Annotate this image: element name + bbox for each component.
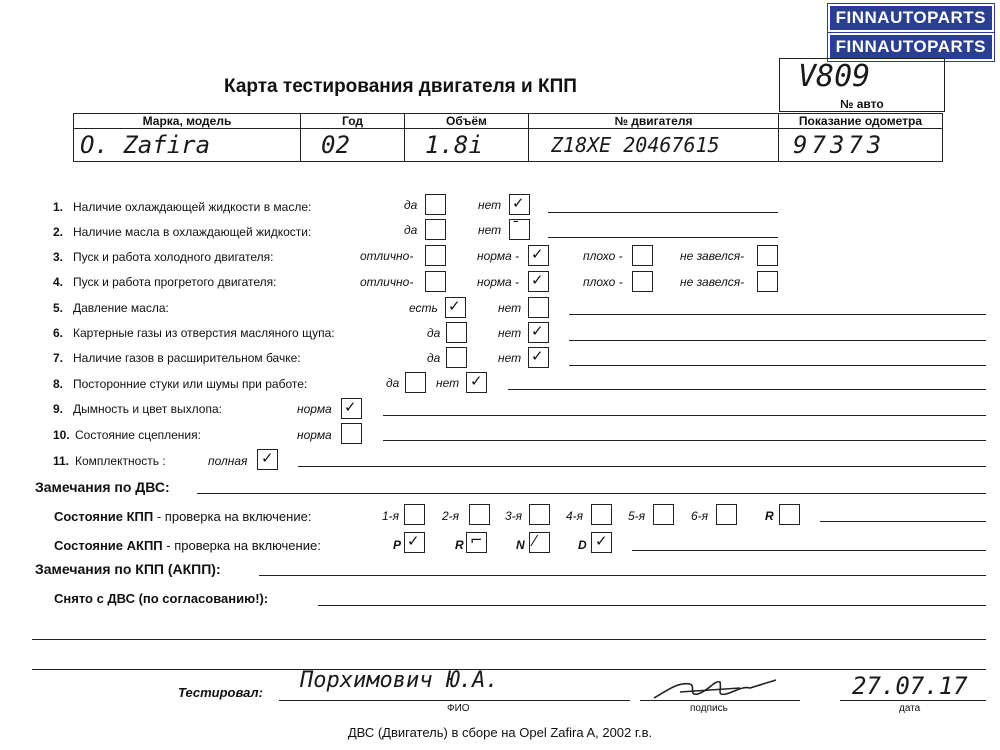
page-title: Карта тестирования двигателя и КПП [224, 76, 577, 97]
check-mark-icon: ✓ [344, 398, 357, 416]
item-10-opt1-checkbox[interactable] [341, 423, 362, 444]
tested-label: Тестировал: [178, 685, 263, 700]
cell-odometer: 97373 [779, 129, 943, 162]
item-7-opt1-checkbox[interactable] [446, 347, 467, 368]
item-1-opt2-checkbox[interactable] [509, 194, 530, 215]
item-4-opt1-checkbox[interactable] [425, 271, 446, 292]
item-3-text: Пуск и работа холодного двигателя: [73, 250, 274, 264]
check-mark-icon: ✓ [470, 372, 483, 390]
item-1-opt2-label: нет [478, 198, 502, 212]
signature-label: подпись [690, 703, 728, 714]
item-4-opt3-checkbox[interactable] [632, 271, 653, 292]
item-5-number: 5. [53, 301, 64, 315]
kpp-row-label [54, 509, 311, 524]
item-4-number: 4. [53, 275, 64, 289]
item-11-notes-line [298, 466, 986, 467]
watermark-logo-2: FINNAUTOPARTS [828, 33, 994, 61]
cell-year: 02 [301, 129, 405, 162]
item-5-notes-line [569, 314, 986, 315]
gear-6-checkbox[interactable] [716, 504, 737, 525]
item-6-opt2-label: нет [498, 326, 522, 340]
akpp-n-checkbox[interactable] [529, 532, 550, 553]
engine-remarks-label: Замечания по ДВС: [35, 479, 170, 495]
kpp-remarks-label: Замечания по КПП (АКПП): [35, 561, 221, 577]
item-4-opt1-label: отлично- [360, 275, 414, 289]
col-header-engine-no: № двигателя [529, 114, 779, 129]
kpp-suffix: - проверка на включение: [153, 509, 312, 524]
item-3-number: 3. [53, 250, 64, 264]
item-7-text: Наличие газов в расширительном бачке: [73, 351, 301, 365]
removed-line [318, 605, 986, 606]
item-9-notes-line [383, 415, 986, 416]
image-caption: ДВС (Двигатель) в сборе на Opel Zafira A, 2002 г.в. [347, 725, 653, 740]
item-4-opt3-label: плохо - [583, 275, 623, 289]
akpp-row-label [54, 538, 321, 553]
item-11-opt1-checkbox[interactable] [257, 449, 278, 470]
blank-line-1 [32, 639, 986, 640]
item-2-opt2-checkbox[interactable] [509, 219, 530, 240]
item-2-text: Наличие масла в охлаждающей жидкости: [73, 225, 312, 239]
item-6-text: Картерные газы из отверстия масляного щупа: [73, 326, 335, 340]
item-6-notes-line [569, 340, 986, 341]
item-1-opt1-checkbox[interactable] [425, 194, 446, 215]
check-mark-icon: ✓ [531, 271, 544, 289]
gear-6-label: 6-я [691, 509, 709, 523]
check-mark-icon: ✓ [531, 245, 544, 263]
date-label: дата [899, 703, 921, 714]
item-1-number: 1. [53, 200, 64, 214]
gear-2-label: 2-я [442, 509, 460, 523]
item-6-opt1-checkbox[interactable] [446, 322, 467, 343]
item-3-opt4-label: не завелся- [680, 249, 745, 263]
item-2-number: 2. [53, 225, 64, 239]
akpp-n-label: N [516, 538, 525, 552]
item-9-opt1-checkbox[interactable] [341, 398, 362, 419]
item-10-number: 10. [53, 428, 70, 442]
gear-5-checkbox[interactable] [653, 504, 674, 525]
item-11-number: 11. [53, 454, 70, 468]
akpp-p-checkbox[interactable] [404, 532, 425, 553]
watermark-logo-1: FINNAUTOPARTS [828, 4, 994, 32]
gear-r-checkbox[interactable] [779, 504, 800, 525]
item-4-opt2-checkbox[interactable] [528, 271, 549, 292]
item-2-notes-line [548, 237, 778, 238]
auto-number-label: № авто [840, 97, 884, 111]
engine-remarks-line [197, 493, 986, 494]
check-mark-icon: ✓ [407, 532, 420, 550]
item-9-opt1-label: норма [297, 402, 332, 416]
item-6-opt2-checkbox[interactable] [528, 322, 549, 343]
item-7-notes-line [569, 365, 986, 366]
item-6-number: 6. [53, 326, 64, 340]
kpp-notes-line [820, 521, 986, 522]
item-11-text: Комплектность : [75, 454, 166, 468]
akpp-d-checkbox[interactable] [591, 532, 612, 553]
item-7-opt2-label: нет [498, 351, 522, 365]
check-mark-icon: ✓ [531, 347, 544, 365]
gear-4-label: 4-я [566, 509, 584, 523]
gear-r-label: R [765, 509, 774, 523]
item-4-text: Пуск и работа прогретого двигателя: [73, 275, 277, 289]
item-2-opt1-label: да [404, 223, 418, 237]
check-mark-icon: ⁄ [533, 532, 536, 550]
signature-line [640, 700, 800, 701]
item-3-opt1-checkbox[interactable] [425, 245, 446, 266]
cell-engine-no: Z18XE 20467615 [529, 129, 779, 162]
removed-label: Снято с ДВС (по согласованию!): [54, 591, 269, 606]
akpp-suffix: - проверка на включение: [162, 538, 321, 553]
item-5-text: Давление масла: [73, 301, 169, 315]
item-8-notes-line [508, 389, 986, 390]
check-mark-icon: ✓ [595, 532, 608, 550]
item-8-number: 8. [53, 377, 64, 391]
item-3-opt2-label: норма - [477, 249, 520, 263]
item-10-opt1-label: норма [297, 428, 332, 442]
check-mark-icon: ˉ [512, 218, 520, 236]
gear-3-label: 3-я [505, 509, 523, 523]
col-header-year: Год [301, 114, 405, 129]
item-1-opt1-label: да [404, 198, 418, 212]
item-8-opt1-checkbox[interactable] [405, 372, 426, 393]
item-2-opt2-label: нет [478, 223, 502, 237]
cell-model: O. Zafira [74, 129, 301, 162]
blank-line-2 [32, 669, 986, 670]
akpp-p-label: P [393, 538, 402, 552]
item-3-opt3-label: плохо - [583, 249, 623, 263]
item-9-number: 9. [53, 402, 64, 416]
vehicle-info-table [73, 113, 943, 162]
gear-5-label: 5-я [628, 509, 646, 523]
gear-2-checkbox[interactable] [469, 504, 490, 525]
col-header-odometer: Показание одометра [779, 114, 943, 129]
item-9-text: Дымность и цвет выхлопа: [73, 402, 222, 416]
item-8-opt2-checkbox[interactable] [466, 372, 487, 393]
date-value: 27.07.17 [852, 672, 968, 700]
item-8-opt2-label: нет [436, 376, 460, 390]
item-7-opt2-checkbox[interactable] [528, 347, 549, 368]
item-3-opt3-checkbox[interactable] [632, 245, 653, 266]
akpp-r-label: R [455, 538, 464, 552]
item-10-text: Состояние сцепления: [75, 428, 201, 442]
item-8-opt1-label: да [386, 376, 400, 390]
check-mark-icon: ✓ [448, 297, 461, 315]
col-header-model: Марка, модель [74, 114, 301, 129]
date-line [840, 700, 986, 701]
item-11-opt1-label: полная [208, 454, 248, 468]
auto-number-value: V809 [798, 59, 871, 94]
dash-mark-icon: ⌐ [470, 531, 483, 549]
item-3-opt2-checkbox[interactable] [528, 245, 549, 266]
item-5-opt2-label: нет [498, 301, 522, 315]
item-7-opt1-label: да [427, 351, 441, 365]
item-3-opt1-label: отлично- [360, 249, 414, 263]
cell-volume: 1.8i [405, 129, 529, 162]
item-6-opt1-label: да [427, 326, 441, 340]
kpp-remarks-line [259, 575, 986, 576]
kpp-label: Состояние КПП [54, 509, 154, 524]
item-1-notes-line [548, 212, 778, 213]
item-3-opt4-checkbox[interactable] [757, 245, 778, 266]
fio-label: ФИО [447, 703, 470, 714]
item-5-opt2-checkbox[interactable] [528, 297, 549, 318]
item-1-text: Наличие охлаждающей жидкости в масле: [73, 200, 312, 214]
gear-1-label: 1-я [382, 509, 400, 523]
item-4-opt4-checkbox[interactable] [757, 271, 778, 292]
col-header-volume: Объём [405, 114, 529, 129]
gear-3-checkbox[interactable] [529, 504, 550, 525]
item-4-opt2-label: норма - [477, 275, 520, 289]
akpp-label: Состояние АКПП [54, 538, 163, 553]
gear-1-checkbox[interactable] [404, 504, 425, 525]
auto-number-box [779, 58, 945, 112]
check-mark-icon: ✓ [261, 449, 274, 467]
item-10-notes-line [383, 440, 986, 441]
item-7-number: 7. [53, 351, 64, 365]
item-8-text: Посторонние стуки или шумы при работе: [73, 377, 308, 391]
item-5-opt1-label: есть [409, 301, 438, 315]
check-mark-icon: ✓ [512, 194, 525, 212]
gear-4-checkbox[interactable] [591, 504, 612, 525]
fio-line [279, 700, 630, 701]
akpp-r-checkbox[interactable] [466, 532, 487, 553]
item-2-opt1-checkbox[interactable] [425, 219, 446, 240]
item-5-opt1-checkbox[interactable] [445, 297, 466, 318]
tester-name: Порхимович Ю.А. [300, 668, 499, 693]
akpp-d-label: D [578, 538, 587, 552]
akpp-notes-line [632, 550, 986, 551]
item-4-opt4-label: не завелся- [680, 275, 745, 289]
check-mark-icon: ✓ [531, 322, 544, 340]
